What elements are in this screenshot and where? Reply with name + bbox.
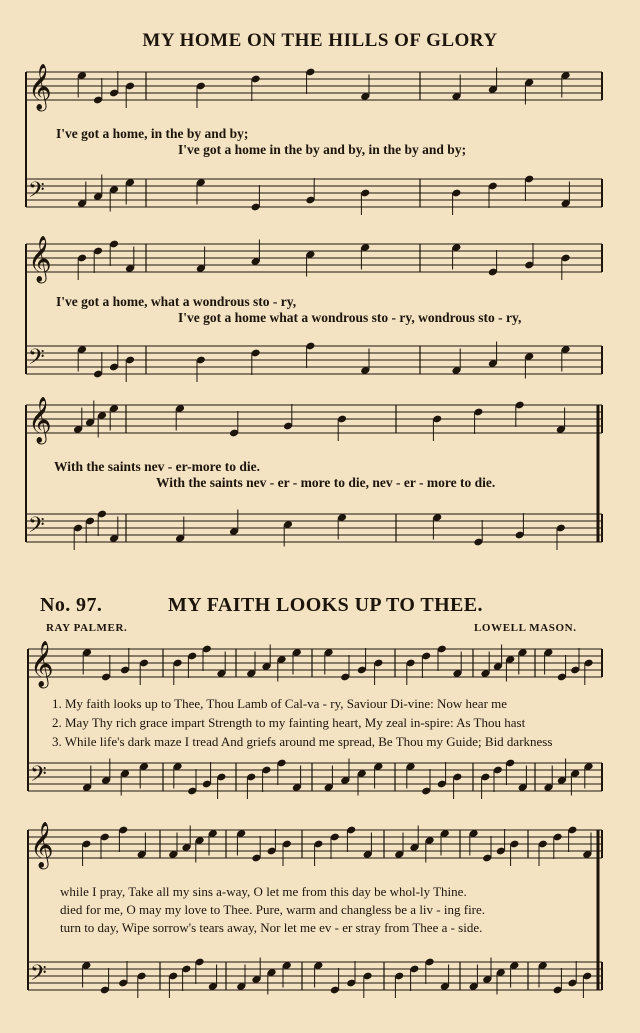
verse-1-line-1: 1. My faith looks up to Thee, Thou Lamb of Cal-va - ry, Saviour Di-vine: Now hear me (52, 696, 508, 711)
lyric-line: With the saints nev - er-more to die. (54, 459, 260, 474)
lyric-line: I've got a home what a wondrous sto - ry, wondrous sto - ry, (178, 310, 522, 325)
verse-3-line-1: 3. While life's dark maze I tread And griefs around me spread, Be Thou my Guide; Bid darkness (52, 734, 553, 749)
treble-clef: 𝄞 (28, 236, 52, 282)
treble-clef: 𝄞 (28, 64, 52, 110)
hymn-title-my-faith: MY FAITH LOOKS UP TO THEE. (168, 594, 483, 616)
verse-3-line-2: turn to day, Wipe sorrow's tears away, Nor let me ev - er stray from Thee a - side. (60, 920, 483, 935)
lyric-line: I've got a home, what a wondrous sto - ry, (56, 294, 297, 309)
bass-clef: 𝄢 (30, 961, 47, 991)
verse-1-line-2: while I pray, Take all my sins a-way, O let me from this day be whol-ly Thine. (60, 884, 467, 899)
author-credit: RAY PALMER. (46, 622, 128, 634)
hymn-number: No. 97. (40, 594, 103, 616)
bass-clef: 𝄢 (28, 513, 45, 543)
treble-clef: 𝄞 (30, 822, 54, 868)
treble-clef: 𝄞 (28, 397, 52, 443)
lyric-line: I've got a home in the by and by, in the by and by; (178, 142, 467, 157)
verse-2-line-2: died for me, O may my love to Thee. Pure, warm and changless be a liv - ing fire. (60, 902, 486, 917)
lyric-line: I've got a home, in the by and by; (56, 126, 249, 141)
treble-clef: 𝄞 (30, 641, 54, 687)
bass-clef: 𝄢 (30, 762, 47, 792)
composer-credit: LOWELL MASON. (474, 622, 577, 634)
hymn-title-home-on-hills: MY HOME ON THE HILLS OF GLORY (142, 30, 498, 51)
bass-clef: 𝄢 (28, 178, 45, 208)
verse-2-line-1: 2. May Thy rich grace impart Strength to my fainting heart, My zeal in-spire: As Thou hast (52, 715, 526, 730)
bass-clef: 𝄢 (28, 345, 45, 375)
lyric-line: With the saints nev - er - more to die, nev - er - more to die. (156, 475, 496, 490)
